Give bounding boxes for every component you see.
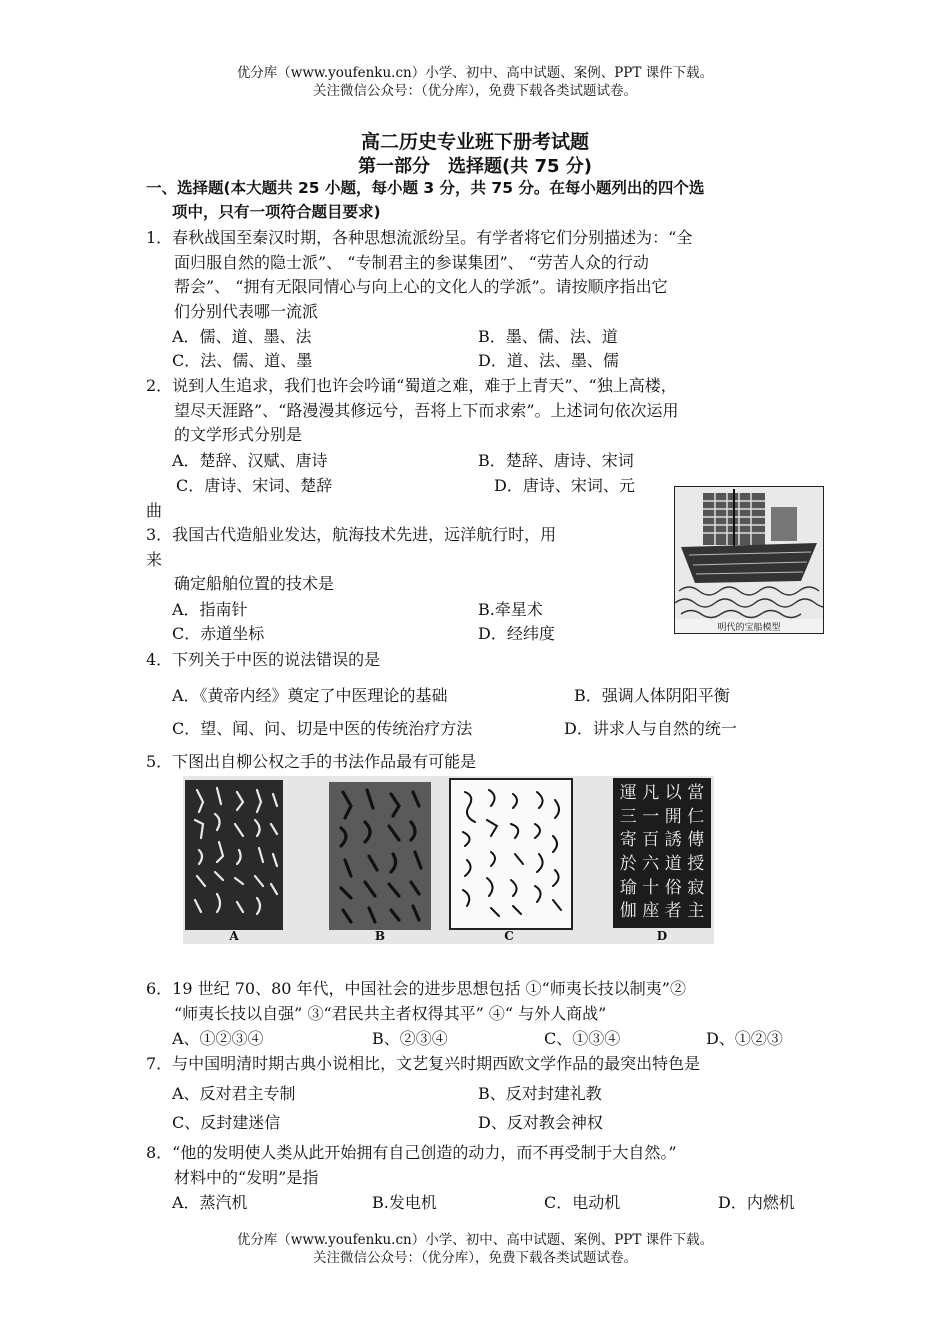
- calligraphy-d-char: 者: [664, 901, 682, 922]
- calligraphy-d[interactable]: [613, 778, 711, 928]
- q4-line: 4．下列关于中医的说法错误的是: [146, 650, 381, 669]
- q4-option-c[interactable]: C．望、闻、问、切是中医的传统治疗方法: [172, 719, 473, 738]
- q8-option-d[interactable]: D．内燃机: [718, 1193, 795, 1212]
- q2-line: 2．说到人生追求，我们也许会吟诵“蜀道之难，难于上青天”、“独上高楼，: [146, 376, 677, 395]
- q2-line: 望尽天涯路”、“路漫漫其修远兮，吾将上下而求索”。上述词句依次运用: [174, 400, 679, 420]
- calligraphy-label-d: D: [656, 929, 668, 943]
- footer-line-2: 关注微信公众号：（优分库），免费下载各类试题试卷。: [313, 1250, 637, 1266]
- calligraphy-d-char: 道: [664, 853, 682, 874]
- calligraphy-d-char: 一: [642, 806, 660, 827]
- q3-option-a[interactable]: A．指南针: [172, 600, 248, 619]
- calligraphy-d-char: 主: [687, 901, 705, 922]
- part-subtitle: 第一部分 选择题(共 75 分): [357, 156, 593, 177]
- q8-option-c[interactable]: C．电动机: [544, 1193, 621, 1212]
- q2-option-a[interactable]: A．楚辞、汉赋、唐诗: [172, 451, 328, 470]
- question-3: [146, 523, 666, 597]
- q7-option-a[interactable]: A、反对君主专制: [172, 1084, 296, 1103]
- q8-line: 材料中的“发明”是指: [174, 1167, 319, 1187]
- question-4: [146, 648, 816, 673]
- calligraphy-d-char: 寂: [687, 877, 705, 898]
- q3-line: 确定船舶位置的技术是: [174, 574, 335, 593]
- q6-line: “师夷长技以自强” ③“君民共主者权得其平” ④“ 与外人商战”: [174, 1003, 607, 1023]
- q8-line: 8．“他的发明使人类从此开始拥有自己创造的动力，而不再受制于大自然。”: [146, 1143, 677, 1162]
- q1-line: 帮会”、 “拥有无限同情心与向上心的文化人的学派”。请按顺序指出它: [174, 277, 668, 296]
- q8-option-a[interactable]: A．蒸汽机: [172, 1193, 248, 1212]
- calligraphy-d-char: 仁: [687, 806, 705, 827]
- question-8: [146, 1141, 826, 1190]
- calligraphy-d-char: 誘: [664, 830, 682, 851]
- treasure-ship-drawing: [675, 487, 823, 619]
- calligraphy-d-char: 傳: [687, 830, 705, 851]
- q7-option-c[interactable]: C、反封建迷信: [172, 1113, 281, 1132]
- calligraphy-d-char: 凡: [642, 783, 660, 803]
- q6-option-d[interactable]: D、①②③: [706, 1029, 783, 1048]
- calligraphy-a[interactable]: [185, 780, 283, 930]
- q2-option-c[interactable]: C．唐诗、宋词、楚辞: [176, 476, 333, 495]
- calligraphy-label-c: C: [504, 929, 514, 943]
- calligraphy-d-characters: [617, 782, 707, 924]
- calligraphy-d-char: 六: [642, 853, 660, 874]
- q7-option-d[interactable]: D、反对教会神权: [478, 1113, 603, 1132]
- q6-line: 6．19 世纪 70、80 年代，中国社会的进步思想包括 ①“师夷长技以制夷”②: [146, 979, 686, 998]
- calligraphy-d-char: 座: [642, 901, 660, 922]
- q1-option-b[interactable]: B．墨、儒、法、道: [478, 327, 618, 346]
- page-footer: [0, 1231, 950, 1267]
- q1-line: 面归服自然的隐士派”、 “专制君主的参谋集团”、 “劳苦人众的行动: [174, 252, 649, 272]
- calligraphy-d-char: 開: [664, 806, 682, 827]
- footer-line-1: 优分库（www.youfenku.cn）小学、初中、高中试题、案例、PPT 课件下载。: [236, 1232, 714, 1248]
- q2-option-d-wrap: 曲: [146, 501, 163, 520]
- question-2: [146, 374, 816, 448]
- calligraphy-d-char: 瑜: [619, 877, 637, 898]
- q7-option-b[interactable]: B、反对封建礼教: [478, 1084, 602, 1103]
- question-6: [146, 977, 826, 1026]
- q6-option-c[interactable]: C、①③④: [544, 1029, 621, 1048]
- q1-line: 1．春秋战国至秦汉时期，各种思想流派纷呈。有学者将它们分别描述为：“全: [146, 228, 693, 247]
- question-5: [146, 750, 816, 775]
- q1-option-a[interactable]: A．儒、道、墨、法: [172, 327, 312, 346]
- q4-option-b[interactable]: B．强调人体阴阳平衡: [574, 686, 730, 705]
- calligraphy-b-strokes: [329, 782, 431, 930]
- calligraphy-d-char: 運: [619, 783, 637, 803]
- ship-illustration: [674, 486, 824, 634]
- q3-option-c[interactable]: C．赤道坐标: [172, 624, 265, 643]
- question-7: [146, 1052, 826, 1077]
- calligraphy-strip: [183, 776, 714, 944]
- q1-option-d[interactable]: D．道、法、墨、儒: [478, 351, 619, 370]
- calligraphy-d-char: 當: [687, 783, 705, 803]
- q2-line: 的文学形式分别是: [174, 425, 303, 444]
- calligraphy-d-char: 三: [619, 806, 637, 827]
- calligraphy-d-char: 百: [642, 830, 660, 851]
- ship-caption: 明代的宝船模型: [717, 623, 781, 633]
- calligraphy-d-char: 授: [687, 853, 705, 874]
- calligraphy-d-char: 寄: [619, 830, 637, 851]
- question-1: [146, 226, 816, 324]
- q1-option-c[interactable]: C．法、儒、道、墨: [172, 351, 313, 370]
- calligraphy-d-char: 伽: [619, 901, 637, 922]
- q3-option-b[interactable]: B.牵星术: [478, 600, 543, 619]
- q1-line: 们分别代表哪一流派: [174, 301, 319, 321]
- q6-option-a[interactable]: A、①②③④: [172, 1029, 264, 1048]
- q4-option-a[interactable]: A．《黄帝内经》奠定了中医理论的基础: [172, 686, 448, 705]
- q3-line: 来: [146, 549, 163, 569]
- header-line-2: 关注微信公众号：（优分库），免费下载各类试题试卷。: [313, 83, 637, 99]
- section-line-1: 一、选择题(本大题共 25 小题，每小题 3 分，共 75 分。在每小题列出的四个选: [146, 179, 705, 197]
- q4-option-d[interactable]: D．讲求人与自然的统一: [564, 719, 737, 738]
- section-heading: [146, 176, 816, 224]
- calligraphy-label-a: A: [229, 929, 239, 943]
- calligraphy-c[interactable]: [449, 778, 573, 930]
- q3-option-d[interactable]: D．经纬度: [478, 624, 555, 643]
- q2-option-d[interactable]: D．唐诗、宋词、元: [494, 476, 635, 495]
- q8-option-b[interactable]: B.发电机: [372, 1193, 437, 1212]
- calligraphy-d-char: 於: [619, 853, 637, 874]
- header-line-1: 优分库（www.youfenku.cn）小学、初中、高中试题、案例、PPT 课件下载。: [236, 65, 714, 81]
- calligraphy-d-char: 俗: [664, 877, 682, 898]
- calligraphy-d-char: 十: [642, 877, 660, 898]
- calligraphy-c-strokes: [451, 780, 571, 928]
- calligraphy-a-strokes: [185, 780, 283, 930]
- page-title: 高二历史专业班下册考试题: [360, 131, 589, 153]
- q6-option-b[interactable]: B、②③④: [372, 1029, 448, 1048]
- calligraphy-label-b: B: [374, 929, 386, 943]
- q7-line: 7．与中国明清时期古典小说相比，文艺复兴时期西欧文学作品的最突出特色是: [146, 1054, 701, 1073]
- section-line-2: 项中，只有一项符合题目要求): [172, 203, 381, 221]
- q3-line: 3．我国古代造船业发达，航海技术先进，远洋航行时，用: [146, 525, 557, 544]
- q5-line: 5．下图出自柳公权之手的书法作品最有可能是: [146, 752, 477, 771]
- calligraphy-d-char: 以: [664, 783, 682, 803]
- q2-option-b[interactable]: B．楚辞、唐诗、宋词: [478, 451, 634, 470]
- calligraphy-b[interactable]: [329, 782, 431, 930]
- page-header: [0, 64, 950, 100]
